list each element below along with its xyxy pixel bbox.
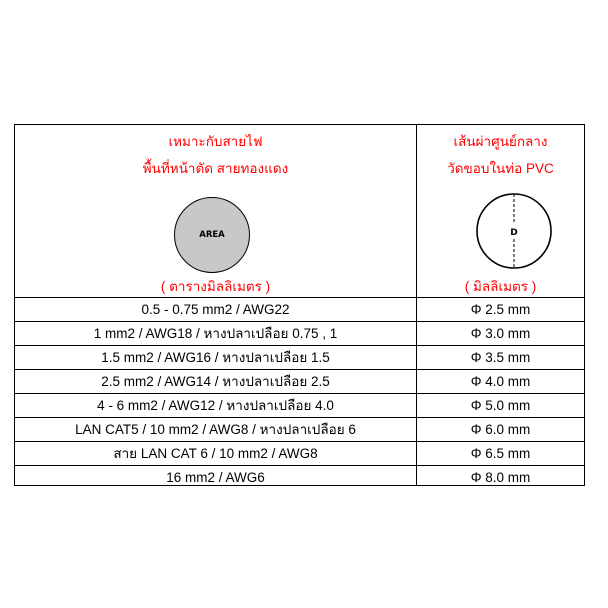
table-row <box>15 393 584 417</box>
wire-size-cell: 16 mm2 / AWG6 <box>166 470 265 485</box>
wire-size-cell: 0.5 - 0.75 mm2 / AWG22 <box>141 302 290 317</box>
diameter-cell: Φ 6.5 mm <box>470 446 531 461</box>
right-header-title: เส้นผ่าศูนย์กลาง <box>453 134 548 149</box>
wire-size-cell: 4 - 6 mm2 / AWG12 / หางปลาเปลือย 4.0 <box>97 398 334 413</box>
table-row <box>15 417 584 441</box>
left-header-subtitle: พื้นที่หน้าตัด สายทองแดง <box>142 161 289 176</box>
diameter-cell: Φ 8.0 mm <box>470 470 531 485</box>
area-circle-label: AREA <box>199 230 225 240</box>
table-row <box>15 297 584 321</box>
area-circle-icon <box>174 197 250 273</box>
right-header-unit: ( มิลลิเมตร ) <box>464 279 537 294</box>
table-row <box>15 441 584 465</box>
wire-size-cell: 1.5 mm2 / AWG16 / หางปลาเปลือย 1.5 <box>101 350 330 365</box>
table-row <box>15 345 584 369</box>
left-header-cell <box>15 125 416 297</box>
diameter-cell: Φ 6.0 mm <box>470 422 531 437</box>
wire-size-cell: 2.5 mm2 / AWG14 / หางปลาเปลือย 2.5 <box>101 374 330 389</box>
right-header-subtitle: วัดขอบในท่อ PVC <box>447 161 554 176</box>
wire-size-cell: สาย LAN CAT 6 / 10 mm2 / AWG8 <box>113 446 318 461</box>
table-row <box>15 465 584 489</box>
diameter-cell: Φ 3.5 mm <box>470 350 531 365</box>
table-row <box>15 321 584 345</box>
wire-size-cell: 1 mm2 / AWG18 / หางปลาเปลือย 0.75 , 1 <box>93 326 338 341</box>
left-header-unit: ( ตารางมิลลิเมตร ) <box>160 279 271 294</box>
diameter-circle-label: D <box>510 228 518 238</box>
diameter-cell: Φ 4.0 mm <box>470 374 531 389</box>
wire-size-cell: LAN CAT5 / 10 mm2 / AWG8 / หางปลาเปลือย 6 <box>75 422 356 437</box>
table-row <box>15 369 584 393</box>
diameter-cell: Φ 5.0 mm <box>470 398 531 413</box>
diameter-cell: Φ 3.0 mm <box>470 326 531 341</box>
diameter-cell: Φ 2.5 mm <box>470 302 531 317</box>
diameter-circle-icon <box>473 191 555 271</box>
right-header-cell <box>417 125 584 297</box>
wire-size-table <box>14 124 585 486</box>
table-header <box>15 125 584 297</box>
table-body <box>15 297 584 485</box>
left-header-title: เหมาะกับสายไฟ <box>168 134 263 149</box>
